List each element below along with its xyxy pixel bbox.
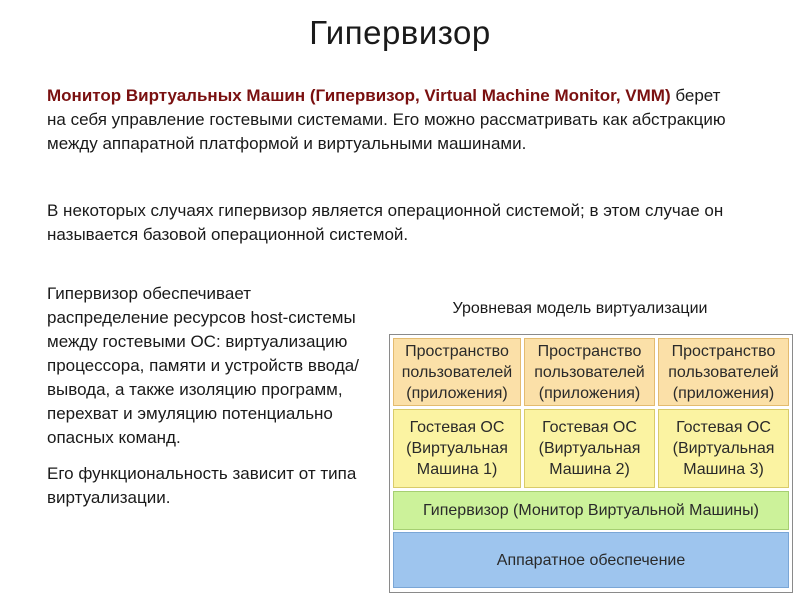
user-space-2: Пространство пользователей (приложения): [524, 338, 655, 406]
diagram-title: Уровневая модель виртуализации: [452, 300, 708, 317]
guest-os-2: Гостевая ОС (Виртуальная Машина 2): [524, 409, 655, 488]
guest-os-3: Гостевая ОС (Виртуальная Машина 3): [658, 409, 789, 488]
virtualization-layer-diagram: [389, 334, 793, 593]
base-os-paragraph: В некоторых случаях гипервизор является операционной системой; в этом случае он называется базовой операционной системой.: [47, 201, 724, 244]
page-title: Гипервизор: [309, 14, 491, 51]
hypervisor-functions-paragraph: Гипервизор обеспечивает распределение ресурсов host-системы между гостевыми ОС: виртуализацию процессора, памяти и устройств ввода/вывода, а также изоляцию программ, перехват и эмуляцию потенциально опасных команд.: [47, 284, 359, 447]
user-space-3: Пространство пользователей (приложения): [658, 338, 789, 406]
guest-os-1: Гостевая ОС (Виртуальная Машина 1): [393, 409, 521, 488]
intro-text: берет на себя управление гостевыми системами. Его можно рассматривать как абстракцию между аппаратной платформой и виртуальными машинами.: [47, 86, 726, 153]
intro-term: Монитор Виртуальных Машин (Гипервизор, Virtual Machine Monitor, VMM): [47, 86, 671, 105]
hypervisor-layer: Гипервизор (Монитор Виртуальной Машины): [393, 491, 789, 530]
hardware-layer: Аппаратное обеспечение: [393, 532, 789, 588]
intro-paragraph: [47, 84, 737, 156]
left-column: [47, 282, 377, 510]
user-space-1: Пространство пользователей (приложения): [393, 338, 521, 406]
virtualization-type-paragraph: Его функциональность зависит от типа виртуализации.: [47, 464, 357, 507]
